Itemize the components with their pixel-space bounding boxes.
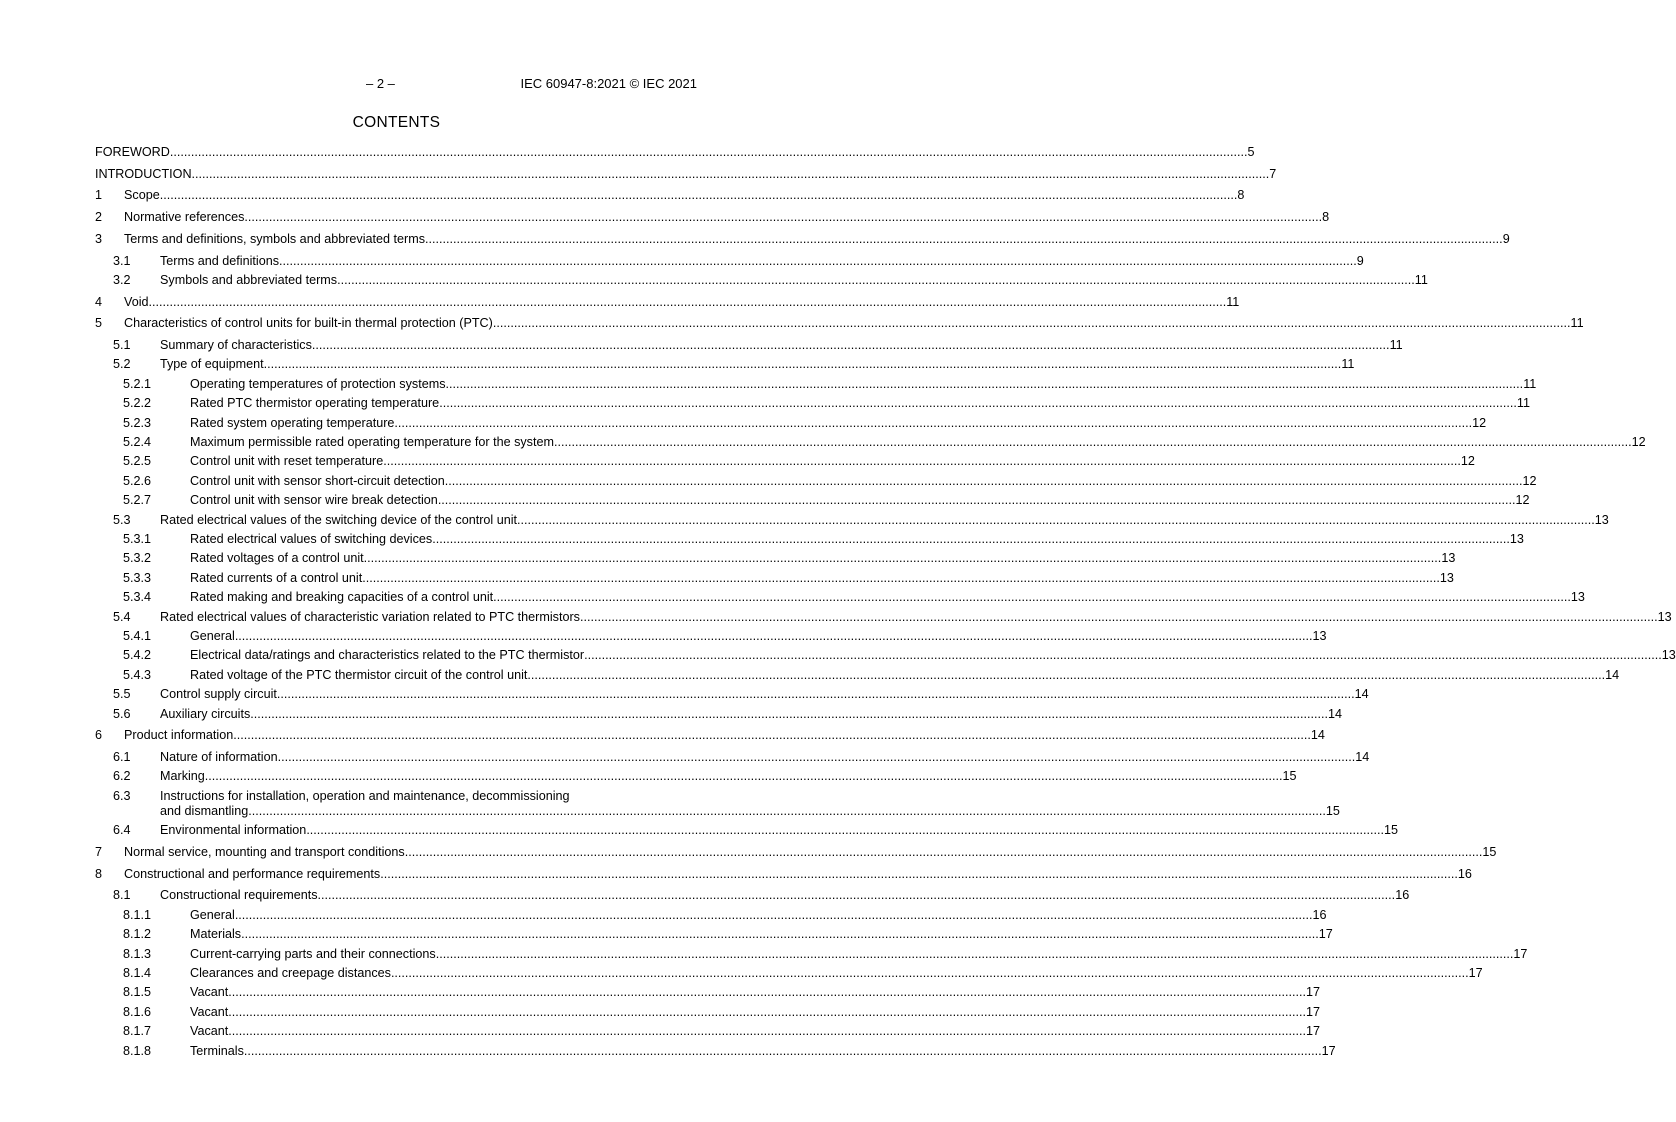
leader-dots [394,416,1472,431]
toc-entry[interactable] [95,415,1487,431]
toc-entry-page: 11 [1341,357,1355,372]
toc-entry[interactable] [95,454,1475,469]
toc-entry-page: 13 [1439,570,1454,585]
leader-dots [554,435,1632,450]
leader-dots [235,908,1313,923]
toc-entry-page: 14 [1355,750,1370,764]
toc-entry-title: Rated electrical values of switching devices [190,532,433,546]
toc-entry-page: 12 [1472,415,1487,430]
toc-entry[interactable] [95,946,1528,962]
toc-entry-title: Operating temperatures of protection systems [190,376,446,391]
toc-entry-number: 5.3.2 [123,551,152,566]
toc-entry-page: 16 [1395,888,1410,903]
leader-dots [364,551,1442,566]
toc-entry-number: 5.4.1 [123,629,152,643]
toc-entry-number: 5.2.3 [123,415,152,430]
leader-dots [383,454,1461,469]
toc-entry-number: 8.1.2 [123,927,152,942]
toc-entry-page: 15 [1482,844,1497,859]
toc-entry-page: 17 [1321,1043,1336,1058]
toc-entry[interactable] [95,145,1255,160]
toc-entry-title: Normative references [124,210,245,225]
toc-entry-number: 5.3 [113,512,131,527]
toc-entry-title: Control unit with reset temperature [190,454,384,469]
toc-entry-title: Nature of information [160,750,278,764]
leader-dots [362,571,1440,586]
leader-dots [432,532,1510,547]
leader-dots [205,769,1283,784]
toc-entry-title: Rated voltage of the PTC thermistor circuit of the control unit [190,667,528,682]
toc-entry-page: 17 [1305,1004,1320,1019]
toc-entry-number: 8.1.6 [123,1004,152,1019]
toc-entry-page: 14 [1354,687,1369,702]
toc-entry[interactable] [95,316,1584,331]
toc-entry[interactable] [95,823,1399,838]
toc-entry-number: 8.1.8 [123,1043,152,1058]
toc-entry[interactable] [95,1043,1336,1059]
leader-dots [228,985,1306,1000]
toc-entry-page: 13 [1570,590,1585,605]
toc-entry-number: 5.4.3 [123,667,152,682]
toc-entry[interactable] [95,609,1672,625]
toc-entry-page: 13 [1661,648,1676,663]
toc-entry-number: 5.2.2 [123,396,152,411]
toc-entry-title: Summary of characteristics [160,338,312,352]
leader-dots [580,610,1658,625]
toc-entry-number: 5.2.4 [123,435,152,449]
toc-entry-page: 13 [1312,629,1327,643]
leader-dots [160,188,1238,203]
leader-dots [527,668,1605,683]
toc-entry-title: Symbols and abbreviated terms [160,272,338,287]
toc-entry-title: Vacant [190,1024,229,1039]
toc-entry-number: 5.2.1 [123,376,152,391]
toc-entry-page: 7 [1269,166,1277,181]
toc-entry-page: 17 [1305,1024,1320,1039]
toc-entry-number: 3 [95,231,103,246]
toc-entry-number: 1 [95,188,103,203]
toc-entry-title: Auxiliary circuits [160,706,251,721]
toc-entry[interactable] [95,493,1530,508]
toc-entry[interactable] [95,294,1240,310]
toc-entry-page: 12 [1522,473,1537,488]
toc-entry-title: Rated system operating temperature [190,415,395,430]
leader-dots [192,167,1270,182]
toc-entry-title: Void [124,294,149,309]
leader-dots [244,1044,1322,1059]
toc-entry-page: 11 [1389,338,1403,352]
toc-entry[interactable] [95,728,1325,743]
toc-entry[interactable] [95,166,1277,182]
toc-entry-title: General [190,629,235,643]
toc-entry-title: Marking [160,769,205,784]
toc-entry[interactable] [95,188,1245,203]
toc-entry-page: 13 [1594,512,1609,527]
toc-entry[interactable] [95,629,1327,644]
toc-entry-page: 17 [1305,985,1320,1000]
leader-dots [277,687,1355,702]
toc-entry[interactable] [95,750,1370,765]
toc-entry-number: 5.3.4 [123,590,152,605]
toc-entry-number: 6.1 [113,750,131,764]
toc-entry-number: 5 [95,316,103,331]
toc-entry-number: 5.2.5 [123,454,152,469]
leader-dots [584,648,1662,663]
standard-reference: IEC 60947-8:2021 © IEC 2021 [520,76,697,91]
toc-entry-title: Rated currents of a control unit [190,570,363,585]
toc-entry-number: 8.1.5 [123,985,152,1000]
toc-entry-title: FOREWORD [95,145,170,159]
leader-dots [306,823,1384,838]
toc-entry-page: 5 [1247,145,1255,159]
toc-entry[interactable] [95,231,1510,247]
toc-entry[interactable] [95,866,1472,882]
toc-entry-number: 6.2 [113,769,131,784]
toc-entry[interactable] [95,907,1327,923]
toc-entry-number: 3.1 [113,253,131,268]
toc-entry[interactable] [95,788,1340,819]
leader-dots [517,513,1595,528]
leader-dots [439,396,1517,411]
toc-entry-number: 2 [95,210,103,225]
toc-entry[interactable] [95,338,1403,353]
toc-entry-page: 12 [1515,493,1530,508]
toc-entry-title: General [190,907,235,922]
toc-entry-title: Control supply circuit [160,687,277,702]
toc-entry-page: 11 [1523,376,1537,391]
page-number: – 2 – [366,76,395,91]
toc-entry-number: 8.1.1 [123,907,152,922]
toc-entry-title: Electrical data/ratings and characteristics related to the PTC thermistor [190,648,585,663]
toc-entry[interactable] [95,532,1524,547]
toc-entry[interactable] [95,570,1454,586]
toc-entry-page: 14 [1605,667,1620,682]
toc-entry-title: Normal service, mounting and transport conditions [124,844,405,859]
toc-entry-page: 12 [1631,435,1646,449]
toc-entry-number: 5.2.7 [123,493,152,508]
toc-entry-title: Rated electrical values of characteristic variation related to PTC thermistors [160,609,580,624]
toc-entry-number: 5.4.2 [123,648,152,663]
toc-entry-title: Maximum permissible rated operating temperature for the system [190,435,554,449]
toc-entry-number: 8.1.3 [123,946,152,961]
leader-dots [493,590,1571,605]
leader-dots [312,338,1390,353]
toc-entry-number: 5.1 [113,338,131,352]
toc-entry-title: Materials [190,927,242,942]
toc-entry[interactable] [95,590,1585,605]
toc-entry-title: INTRODUCTION [95,166,192,181]
toc-entry-page: 11 [1570,316,1584,331]
toc-entry[interactable] [95,272,1428,288]
leader-dots [445,474,1523,489]
toc-entry[interactable] [95,396,1530,411]
toc-entry[interactable] [95,769,1297,784]
toc-entry[interactable] [95,667,1620,683]
toc-entry-title: Rated PTC thermistor operating temperature [190,396,440,411]
leader-dots [337,273,1415,288]
toc-entry-page: 17 [1468,965,1483,980]
leader-dots [493,316,1571,331]
toc-entry[interactable] [95,512,1609,528]
toc-entry-number: 7 [95,844,103,859]
toc-entry-title: Clearances and creepage distances [190,965,391,980]
toc-entry-page: 9 [1502,231,1510,246]
toc-entry-title: Control unit with sensor wire break detection [190,493,438,508]
toc-entry-title: Constructional and performance requirements [124,866,381,881]
leader-dots [436,947,1514,962]
toc-entry[interactable] [95,888,1410,903]
leader-dots [250,707,1328,722]
toc-entry-title: Rated making and breaking capacities of a control unit [190,590,494,605]
toc-entry[interactable] [95,985,1320,1000]
toc-entry-number: 6 [95,728,103,743]
toc-entry[interactable] [95,648,1676,663]
page-title: CONTENTS [352,114,441,131]
leader-dots [278,750,1356,765]
toc-entry-title: Characteristics of control units for built-in thermal protection (PTC) [124,316,493,331]
leader-dots [228,1024,1306,1039]
leader-dots [380,867,1458,882]
toc-entry[interactable] [95,927,1333,942]
toc-entry-title: Terms and definitions, symbols and abbreviated terms [124,231,425,246]
toc-entry[interactable] [95,844,1497,860]
toc-entry-number: 8.1.4 [123,965,152,980]
leader-dots [233,728,1311,743]
leader-dots [446,377,1524,392]
toc-entry-number: 5.6 [113,706,131,721]
leader-dots [241,927,1319,942]
toc-entry[interactable] [95,687,1369,702]
toc-entry[interactable] [95,1024,1320,1039]
leader-dots [149,295,1227,310]
toc-entry-title: Scope [124,188,160,203]
toc-entry-page: 15 [1282,769,1297,784]
toc-entry-title: Type of equipment [160,357,264,372]
toc-entry-number: 6.3 [113,788,131,803]
leader-dots [170,145,1248,160]
toc-entry-number: 4 [95,294,103,309]
toc-entry-number: 8 [95,866,103,881]
toc-entry-page: 15 [1384,823,1399,838]
toc-entry-title: Current-carrying parts and their connections [190,946,436,961]
toc-entry-page: 13 [1509,532,1524,546]
toc-entry-page: 14 [1327,706,1342,721]
toc-entry-page: 13 [1441,551,1456,566]
toc-entry-page: 16 [1457,866,1472,881]
toc-entry-page: 8 [1322,210,1330,225]
toc-entry[interactable] [95,435,1646,450]
leader-dots [228,1005,1306,1020]
leader-dots [279,254,1357,269]
leader-dots [248,804,1326,819]
toc-entry-title-continued: and dismantling [160,803,249,818]
toc-entry-number: 5.3.3 [123,570,152,585]
toc-entry[interactable] [95,1004,1320,1020]
toc-entry-page: 11 [1414,272,1428,287]
toc-entry-page: 11 [1226,294,1240,309]
leader-dots [425,232,1503,247]
leader-dots [318,888,1396,903]
toc-entry-title: Control unit with sensor short-circuit detection [190,473,445,488]
toc-entry-title: Terminals [190,1043,244,1058]
leader-dots [235,629,1313,644]
toc-entry-title: Environmental information [160,823,307,838]
toc-entry[interactable] [95,706,1342,722]
toc-entry[interactable] [95,210,1330,225]
toc-entry-number: 5.4 [113,609,131,624]
toc-entry-page: 11 [1516,396,1530,411]
leader-dots [264,357,1342,372]
toc-entry-number: 5.2.6 [123,473,152,488]
toc-entry[interactable] [95,965,1483,981]
toc-entry-number: 8.1 [113,888,131,903]
toc-entry-page: 9 [1356,253,1364,268]
toc-entry[interactable] [95,357,1355,372]
toc-entry-number: 8.1.7 [123,1024,152,1039]
toc-entry-page: 17 [1513,946,1528,961]
toc-entry-title: Vacant [190,985,229,1000]
toc-entry[interactable] [95,473,1537,489]
toc-entry[interactable] [95,551,1456,566]
toc-entry-page: 14 [1310,728,1325,743]
toc-entry-number: 6.4 [113,823,131,838]
toc-entry-title: Product information [124,728,234,743]
leader-dots [391,966,1469,981]
toc-entry-page: 15 [1325,803,1340,818]
toc-entry-title: Rated electrical values of the switching device of the control unit [160,512,518,527]
toc-entry-title: Rated voltages of a control unit [190,551,364,566]
toc-entry-number: 5.3.1 [123,532,152,546]
toc-entry-number: 5.5 [113,687,131,702]
toc-entry-page: 16 [1312,907,1327,922]
toc-entry-page: 17 [1318,927,1333,942]
leader-dots [244,210,1322,225]
toc-entry-title: Constructional requirements [160,888,318,903]
toc-entry-title: Vacant [190,1004,229,1019]
toc-entry-page: 12 [1460,454,1475,469]
toc-entry-title: Terms and definitions [160,253,280,268]
toc-entry-number: 5.2 [113,357,131,372]
leader-dots [438,493,1516,508]
leader-dots [405,845,1483,860]
toc-entry[interactable] [95,253,1364,269]
toc-entry[interactable] [95,376,1537,392]
toc-entry-title: Instructions for installation, operation and maintenance, decommissioning [160,788,570,803]
toc-entry-number: 3.2 [113,272,131,287]
toc-entry-page: 13 [1657,609,1672,624]
toc-entry-page: 8 [1237,188,1245,203]
